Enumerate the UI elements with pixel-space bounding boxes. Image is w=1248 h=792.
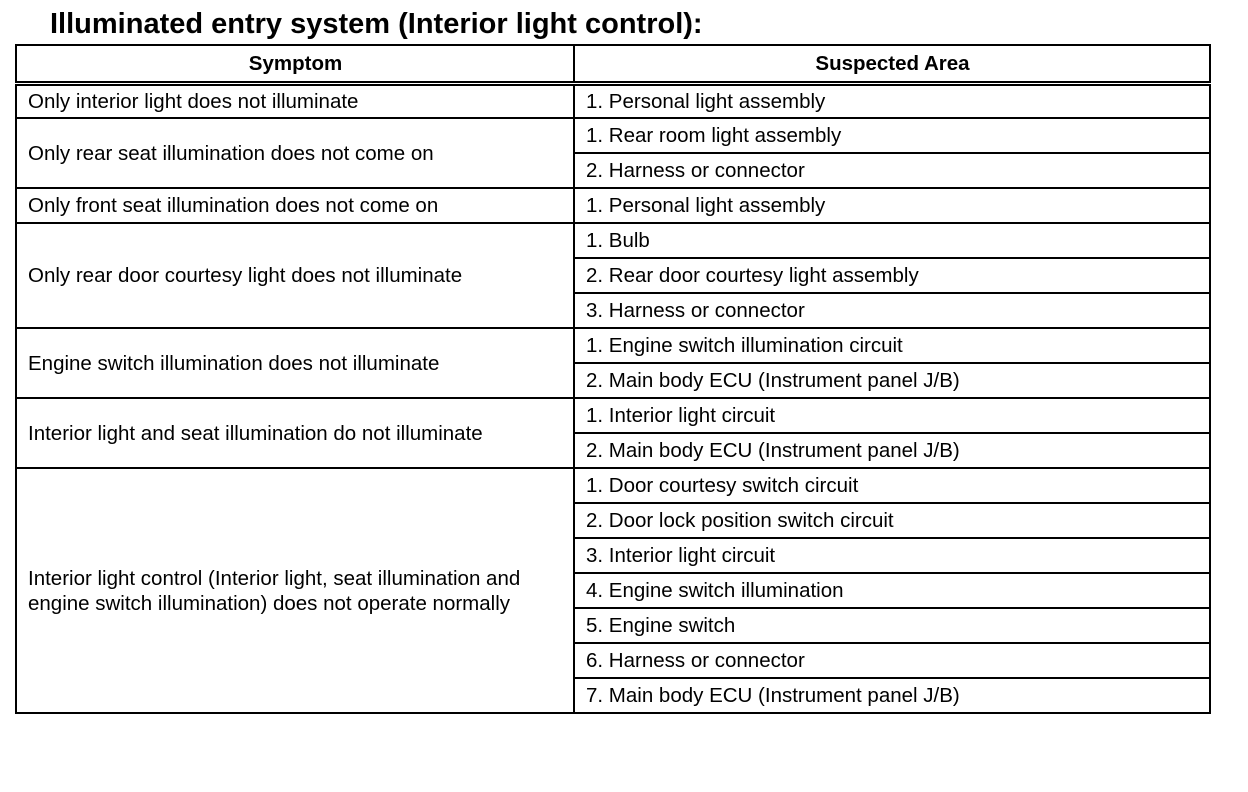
symptom-cell: Only front seat illumination does not come on (16, 188, 574, 223)
symptom-cell: Only rear seat illumination does not come on (16, 118, 574, 188)
suspected-area-cell: 1. Personal light assembly (574, 188, 1210, 223)
table-body (16, 83, 1210, 713)
suspected-area-cell: 4. Engine switch illumination (574, 573, 1210, 608)
suspected-area-column-header: Suspected Area (574, 45, 1210, 83)
table-row (16, 223, 1210, 258)
suspected-area-cell: 1. Interior light circuit (574, 398, 1210, 433)
suspected-area-cell: 7. Main body ECU (Instrument panel J/B) (574, 678, 1210, 713)
page-title: Illuminated entry system (Interior light control): (50, 8, 703, 40)
symptom-cell: Interior light control (Interior light, seat illumination and engine switch illumination) does not operate normally (16, 468, 574, 713)
suspected-area-cell: 3. Harness or connector (574, 293, 1210, 328)
symptom-cell: Only interior light does not illuminate (16, 83, 574, 118)
suspected-area-cell: 5. Engine switch (574, 608, 1210, 643)
table-row (16, 328, 1210, 363)
suspected-area-cell: 1. Bulb (574, 223, 1210, 258)
symptom-cell: Only rear door courtesy light does not illuminate (16, 223, 574, 328)
troubleshooting-table (15, 44, 1211, 714)
table-row (16, 83, 1210, 118)
suspected-area-cell: 2. Door lock position switch circuit (574, 503, 1210, 538)
suspected-area-cell: 1. Door courtesy switch circuit (574, 468, 1210, 503)
suspected-area-cell: 2. Main body ECU (Instrument panel J/B) (574, 433, 1210, 468)
suspected-area-cell: 2. Main body ECU (Instrument panel J/B) (574, 363, 1210, 398)
table-row (16, 398, 1210, 433)
symptom-cell: Interior light and seat illumination do not illuminate (16, 398, 574, 468)
suspected-area-cell: 1. Personal light assembly (574, 83, 1210, 118)
suspected-area-cell: 6. Harness or connector (574, 643, 1210, 678)
suspected-area-cell: 2. Rear door courtesy light assembly (574, 258, 1210, 293)
suspected-area-cell: 1. Engine switch illumination circuit (574, 328, 1210, 363)
table-row (16, 188, 1210, 223)
table-header-row (16, 45, 1210, 83)
table-row (16, 468, 1210, 503)
symptom-column-header: Symptom (16, 45, 574, 83)
suspected-area-cell: 3. Interior light circuit (574, 538, 1210, 573)
suspected-area-cell: 1. Rear room light assembly (574, 118, 1210, 153)
table-row (16, 118, 1210, 153)
suspected-area-cell: 2. Harness or connector (574, 153, 1210, 188)
symptom-cell: Engine switch illumination does not illuminate (16, 328, 574, 398)
